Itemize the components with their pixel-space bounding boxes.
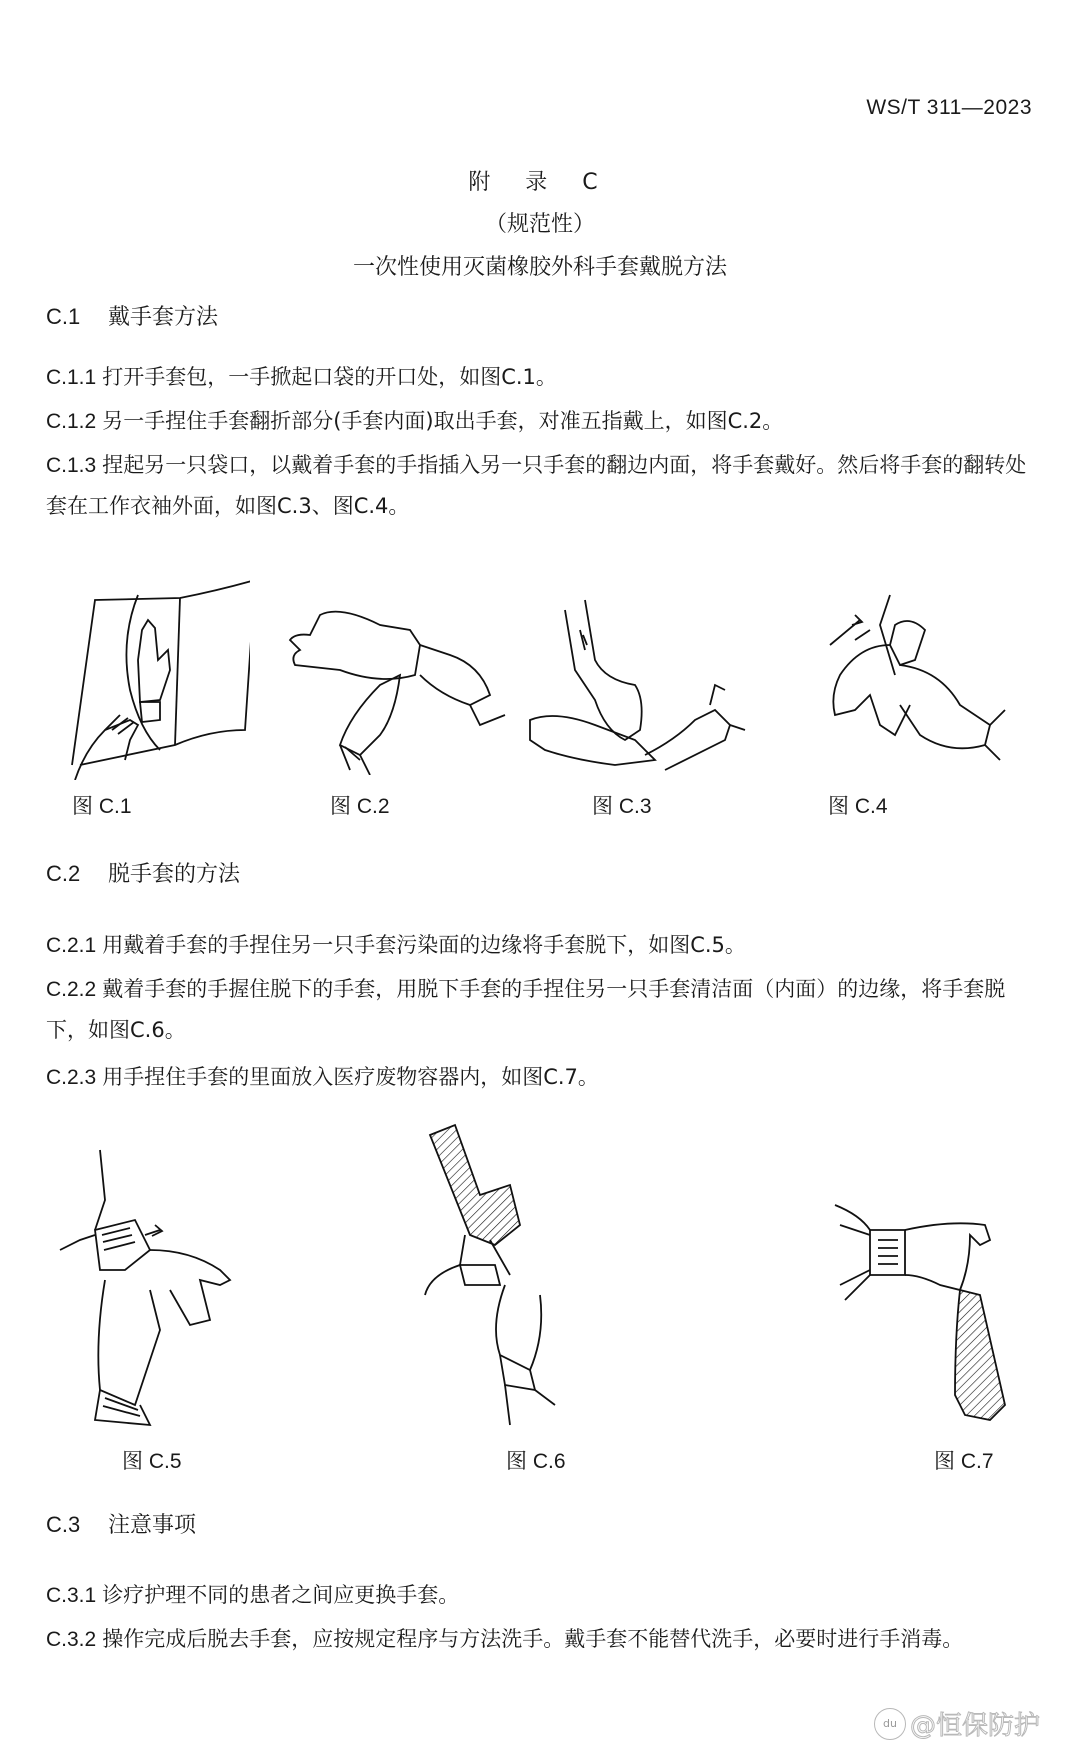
clause-text: 戴着手套的手握住脱下的手套，用脱下手套的手捏住另一只手套清洁面（内面）的边缘，将手套脱下，如图C.6。: [46, 977, 1006, 1042]
section-number: C.1: [46, 304, 81, 329]
figure-c3-illustration: [525, 590, 755, 775]
clause-number: C.2.3: [46, 1066, 97, 1089]
clause-c1-2: [46, 401, 1036, 442]
watermark-text: @恒保防护: [909, 1711, 1040, 1741]
appendix-title: 一次性使用灭菌橡胶外科手套戴脱方法: [352, 255, 727, 280]
figure-c7-illustration: [830, 1195, 1030, 1425]
clause-text: 捏起另一只袋口，以戴着手套的手指插入另一只手套的翻边内面，将手套戴好。然后将手套的翻转处套在工作衣袖外面，如图C.3、图C.4。: [46, 453, 1027, 518]
figure-caption-c2: 图 C.2: [330, 795, 390, 818]
clause-text: 诊疗护理不同的患者之间应更换手套。: [102, 1583, 460, 1607]
section-title: 脱手套的方法: [108, 862, 241, 887]
section-heading-c1: [46, 300, 218, 331]
figure-c4-illustration: [800, 585, 1020, 775]
clause-c2-3: [46, 1057, 1036, 1098]
figure-c1-illustration: [60, 580, 250, 780]
section-title: 注意事项: [108, 1513, 197, 1538]
clause-number: C.2.1: [46, 934, 97, 957]
clause-number: C.3.1: [46, 1584, 97, 1607]
clause-text: 另一手捏住手套翻折部分(手套内面)取出手套，对准五指戴上，如图C.2。: [102, 409, 784, 433]
section-number: C.2: [46, 861, 81, 886]
pull-on-glove-icon: [280, 585, 510, 775]
clause-number: C.1.2: [46, 410, 97, 433]
peel-off-glove-icon: [40, 1140, 250, 1430]
appendix-nature: （规范性）: [484, 212, 595, 237]
section-title: 戴手套方法: [108, 305, 219, 330]
clause-number: C.1.3: [46, 454, 97, 477]
clause-number: C.3.2: [46, 1628, 97, 1651]
section-heading-c2: [46, 857, 240, 888]
insert-fingers-icon: [525, 590, 755, 775]
figure-caption-c7: 图 C.7: [934, 1450, 994, 1473]
figure-caption-c3: 图 C.3: [592, 795, 652, 818]
section-heading-c3: [46, 1508, 196, 1539]
clause-number: C.1.1: [46, 366, 97, 389]
clause-text: 用戴着手套的手捏住另一只手套污染面的边缘将手套脱下，如图C.5。: [102, 933, 746, 957]
appendix-label: 附 录 C: [468, 170, 612, 195]
clause-c1-3: [46, 445, 1038, 526]
dispose-gloves-icon: [830, 1195, 1030, 1425]
glove-package-open-icon: [60, 580, 250, 780]
clause-c3-1: [46, 1575, 1036, 1616]
pull-cuff-over-sleeve-icon: [800, 585, 1020, 775]
section-number: C.3: [46, 1512, 81, 1537]
clause-c1-1: [46, 357, 1036, 398]
figure-c2-illustration: [280, 585, 510, 775]
document-code: WS/T 311—2023: [866, 96, 1032, 119]
figure-caption-c4: 图 C.4: [828, 795, 888, 818]
baidu-paw-icon: du: [874, 1708, 906, 1740]
clause-text: 打开手套包，一手掀起口袋的开口处，如图C.1。: [102, 365, 557, 389]
figure-c6-illustration: [420, 1115, 600, 1435]
figure-caption-c1: 图 C.1: [72, 795, 132, 818]
clause-c2-1: [46, 925, 1036, 966]
figure-c5-illustration: [40, 1140, 250, 1430]
peel-off-second-glove-icon: [420, 1115, 600, 1435]
clause-number: C.2.2: [46, 978, 97, 1001]
figure-caption-c5: 图 C.5: [122, 1450, 182, 1473]
clause-text: 操作完成后脱去手套，应按规定程序与方法洗手。戴手套不能替代洗手，必要时进行手消毒。: [102, 1627, 964, 1651]
clause-c3-2: [46, 1619, 1038, 1660]
watermark: [874, 1705, 1040, 1742]
clause-text: 用手捏住手套的里面放入医疗废物容器内，如图C.7。: [102, 1065, 599, 1089]
clause-c2-2: [46, 969, 1038, 1050]
figure-caption-c6: 图 C.6: [506, 1450, 566, 1473]
